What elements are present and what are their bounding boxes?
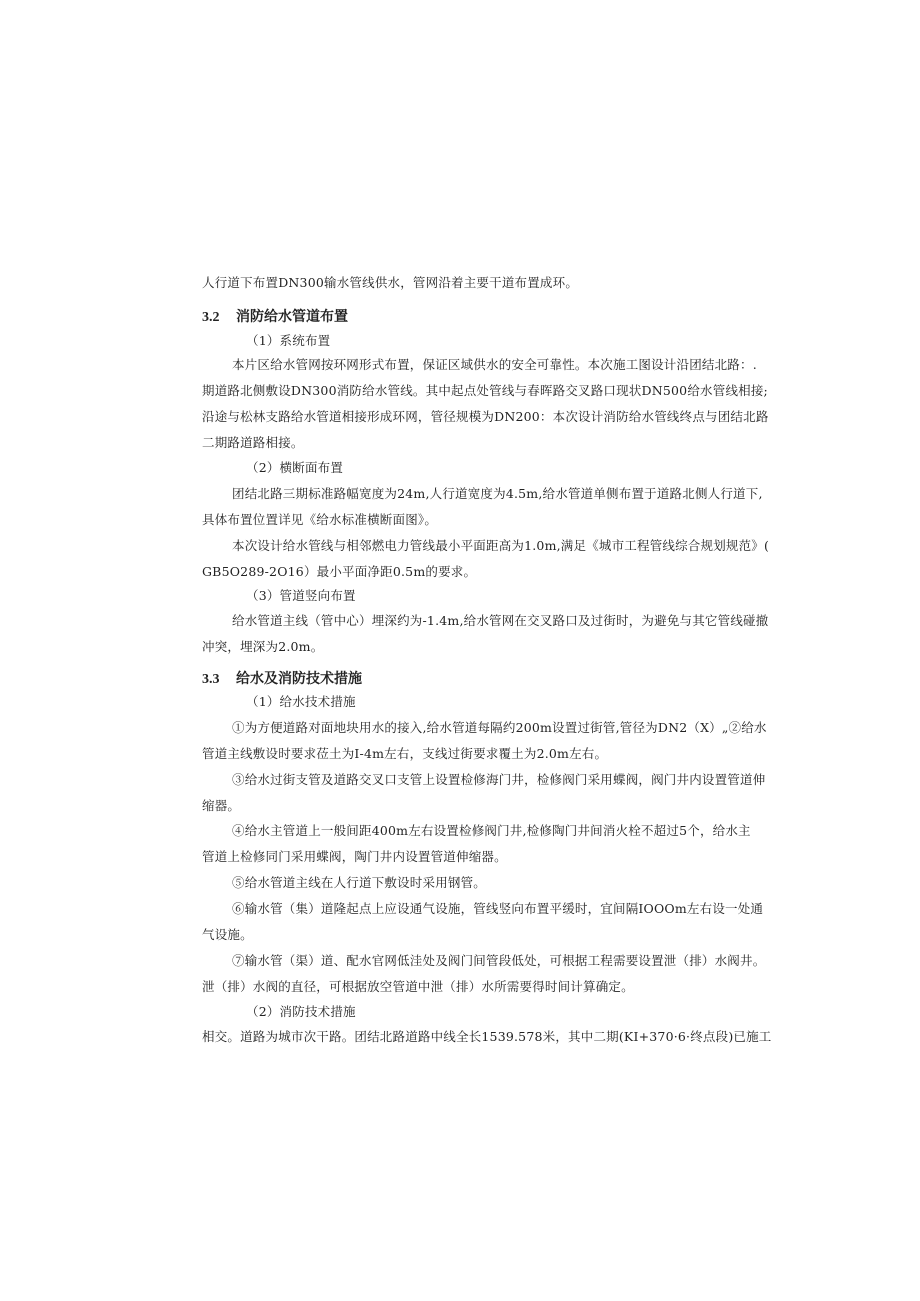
paragraph-line: 人行道下布置DN300输水管线供水，管网沿着主要干道布置成环。 — [202, 275, 579, 290]
paragraph-line: ⑤给水管道主线在人行道下敷设时采用钢管。 — [232, 875, 487, 890]
section-number: 3.3 — [202, 672, 220, 687]
section-title: 消防给水管道布置 — [236, 309, 348, 325]
paragraph-line: ①为方便道路对面地块用水的接入,给水管道每隔约200m设置过街管,管径为DN2（X）„②给水 — [232, 720, 767, 735]
paragraph-line: 管道主线敷设时要求莅土为I-4m左右，支线过街要求覆土为2.0m左右。 — [202, 746, 608, 761]
subsection-title: （2）横断面布置 — [246, 460, 344, 475]
paragraph-line: GB5O289-2O16）最小平面净距0.5m的要求。 — [202, 564, 477, 579]
paragraph-line: 相交。道路为城市次干路。团结北路道路中线全长1539.578米，其中二期(KI+370·6·终点段)已施工 — [202, 1029, 772, 1044]
paragraph-line: ⑥输水管（集）道隆起点上应设通气设施，管线竖向布置平缓时，宜间隔IOOOm左右设一处通 — [232, 901, 764, 916]
paragraph-line: 泄（排）水阀的直径，可根据放空管道中泄（排）水所需要得时间计算确定。 — [202, 979, 634, 994]
paragraph-line: 本片区给水管网按环网形式布置，保证区域供水的安全可靠性。本次施工图设计沿团结北路：. — [232, 357, 757, 372]
paragraph-line: 期道路北侧敷设DN300消防给水管线。其中起点处管线与春晖路交叉路口现状DN500给水管线相接; — [202, 383, 768, 398]
section-title: 给水及消防技术措施 — [236, 671, 362, 687]
subsection-title: （1）给水技术措施 — [246, 694, 356, 709]
section-heading-3-2 — [202, 308, 348, 327]
paragraph-line: 缩器。 — [202, 798, 241, 813]
subsection-title: （1）系统布置 — [246, 333, 331, 348]
section-heading-3-3 — [202, 670, 362, 689]
paragraph-line: ④给水主管道上一般间距400m左右设置检修阀门井,检修陶门井间消火栓不超过5个，给水主 — [232, 823, 751, 838]
paragraph-line: 气设施。 — [202, 927, 253, 942]
paragraph-line: 团结北路三期标准路幅宽度为24m,人行道宽度为4.5m,给水管道单侧布置于道路北侧人行道下, — [232, 486, 763, 501]
paragraph-line: ③给水过街支管及道路交叉口支管上设置检修海门井，检修阀门采用蝶阀，阀门井内设置管道伸 — [232, 772, 766, 787]
paragraph-line: 本次设计给水管线与相邻燃电力管线最小平面距高为1.0m,满足《城市工程管线综合规划规范》( — [232, 538, 770, 553]
subsection-title: （3）管道竖向布置 — [246, 588, 356, 603]
section-number: 3.2 — [202, 310, 220, 325]
paragraph-line: 管道上检修同门采用蝶阀，陶门井内设置管道伸缩器。 — [202, 849, 507, 864]
paragraph-line: ⑦输水管（渠）道、配水官网低洼处及阀门间管段低处，可根据工程需要设置泄（排）水阀井。 — [232, 953, 766, 968]
subsection-title: （2）消防技术措施 — [246, 1004, 356, 1019]
paragraph-line: 沿途与松林支路给水管道相接形成环网，管径规模为DN200：本次设计消防给水管线终点与团结北路 — [202, 409, 769, 424]
paragraph-line: 冲突，埋深为2.0m。 — [202, 639, 324, 654]
paragraph-line: 给水管道主线（管中心）埋深约为-1.4m,给水管网在交叉路口及过街时，为避免与其它管线碰撤 — [232, 613, 769, 628]
paragraph-line: 二期路道路相接。 — [202, 435, 304, 450]
paragraph-line: 具体布置位置详见《给水标准横断面图》。 — [202, 512, 438, 527]
